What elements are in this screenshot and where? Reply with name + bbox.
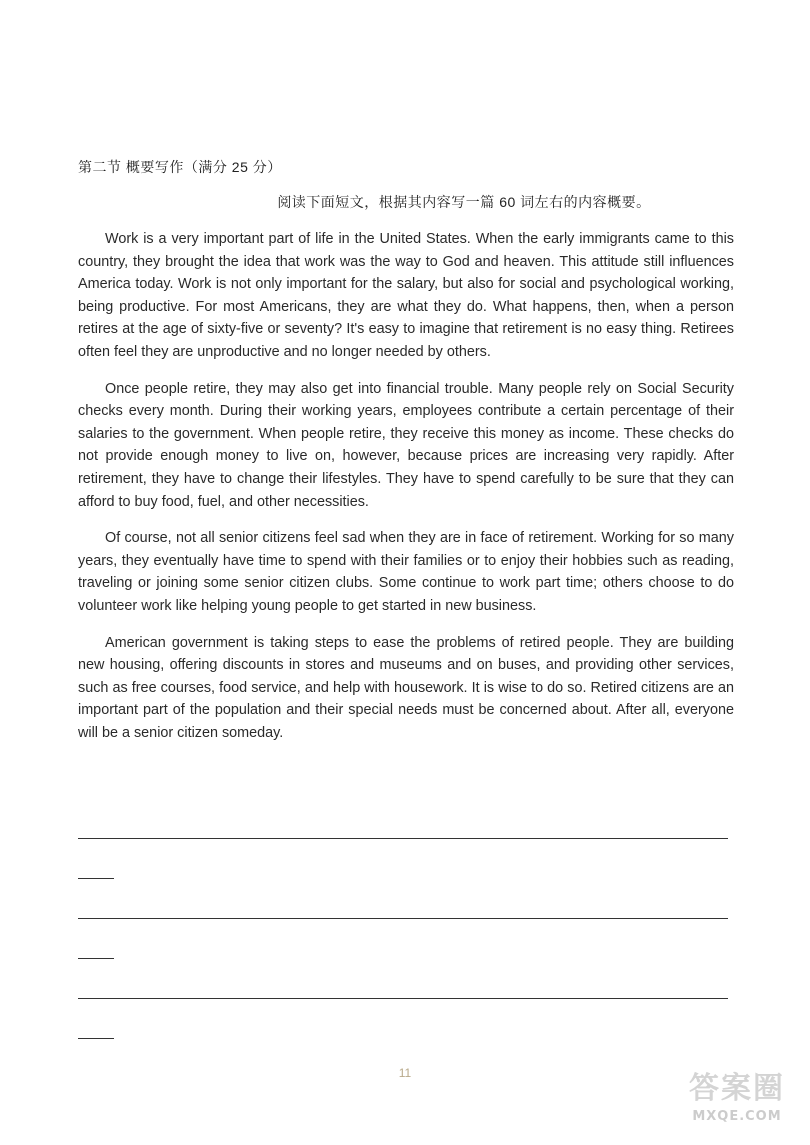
answer-line-group-1	[78, 826, 738, 906]
watermark-url: MXQE.COM	[692, 1109, 782, 1124]
answer-line-end[interactable]	[78, 1038, 114, 1039]
passage-paragraph-2: Once people retire, they may also get into financial trouble. Many people rely on Social Security checks every month. During their working years, employees contribute a certain percentage of their salaries to the government. When people retire, they receive this money as income. These checks do not provide enough money to live on, however, because prices are increasing very rapidly. After retirement, they have to change their lifestyles. They have to spend carefully to be sure that they can afford to buy food, fuel, and other necessities.	[78, 380, 734, 510]
page-number: 11	[398, 1066, 412, 1080]
passage-paragraph-1: Work is a very important part of life in the United States. When the early immigrants came to this country, they brought the idea that work was the way to God and heaven. This attitude still influences America today. Work is not only important for the salary, but also for social and psychological working, being productive. For most Americans, they are what they do. What happens, then, when a person retires at the age of sixty-five or seventy? It's easy to imagine that retirement is no easy thing. Retirees often feel they are unproductive and no longer needed by others.	[78, 231, 734, 360]
answer-line[interactable]	[78, 838, 728, 839]
passage-paragraph-4: American government is taking steps to ease the problems of retired people. They are building new housing, offering discounts in stores and museums and on buses, and providing other services, such as free courses, food service, and help with housework. It is wise to do so. Retired citizens are an important part of the population and their special needs must be concerned about. After all, everyone will be a senior citizen someday.	[78, 634, 734, 741]
passage-paragraph-3: Of course, not all senior citizens feel sad when they are in face of retirement. Working for so many years, they eventually have time to spend with their families or to enjoy their hobbies such as reading, traveling or joining some senior citizen clubs. Some continue to work part time; others choose to do volunteer work like helping young people to get started in new business.	[78, 530, 734, 614]
watermark-logo-text: 答案圈	[689, 1071, 785, 1106]
answer-line-end[interactable]	[78, 958, 114, 959]
watermark-logo	[672, 1069, 802, 1139]
answer-area	[78, 826, 738, 1066]
answer-line[interactable]	[78, 918, 728, 919]
answer-line[interactable]	[78, 998, 728, 999]
answer-line-group-3	[78, 986, 738, 1066]
reading-passage	[78, 228, 734, 758]
answer-line-group-2	[78, 906, 738, 986]
writing-instruction: 阅读下面短文，根据其内容写一篇 60 词左右的内容概要。	[277, 194, 651, 210]
section-title: 第二节 概要写作（满分 25 分）	[78, 159, 282, 175]
answer-line-end[interactable]	[78, 878, 114, 879]
